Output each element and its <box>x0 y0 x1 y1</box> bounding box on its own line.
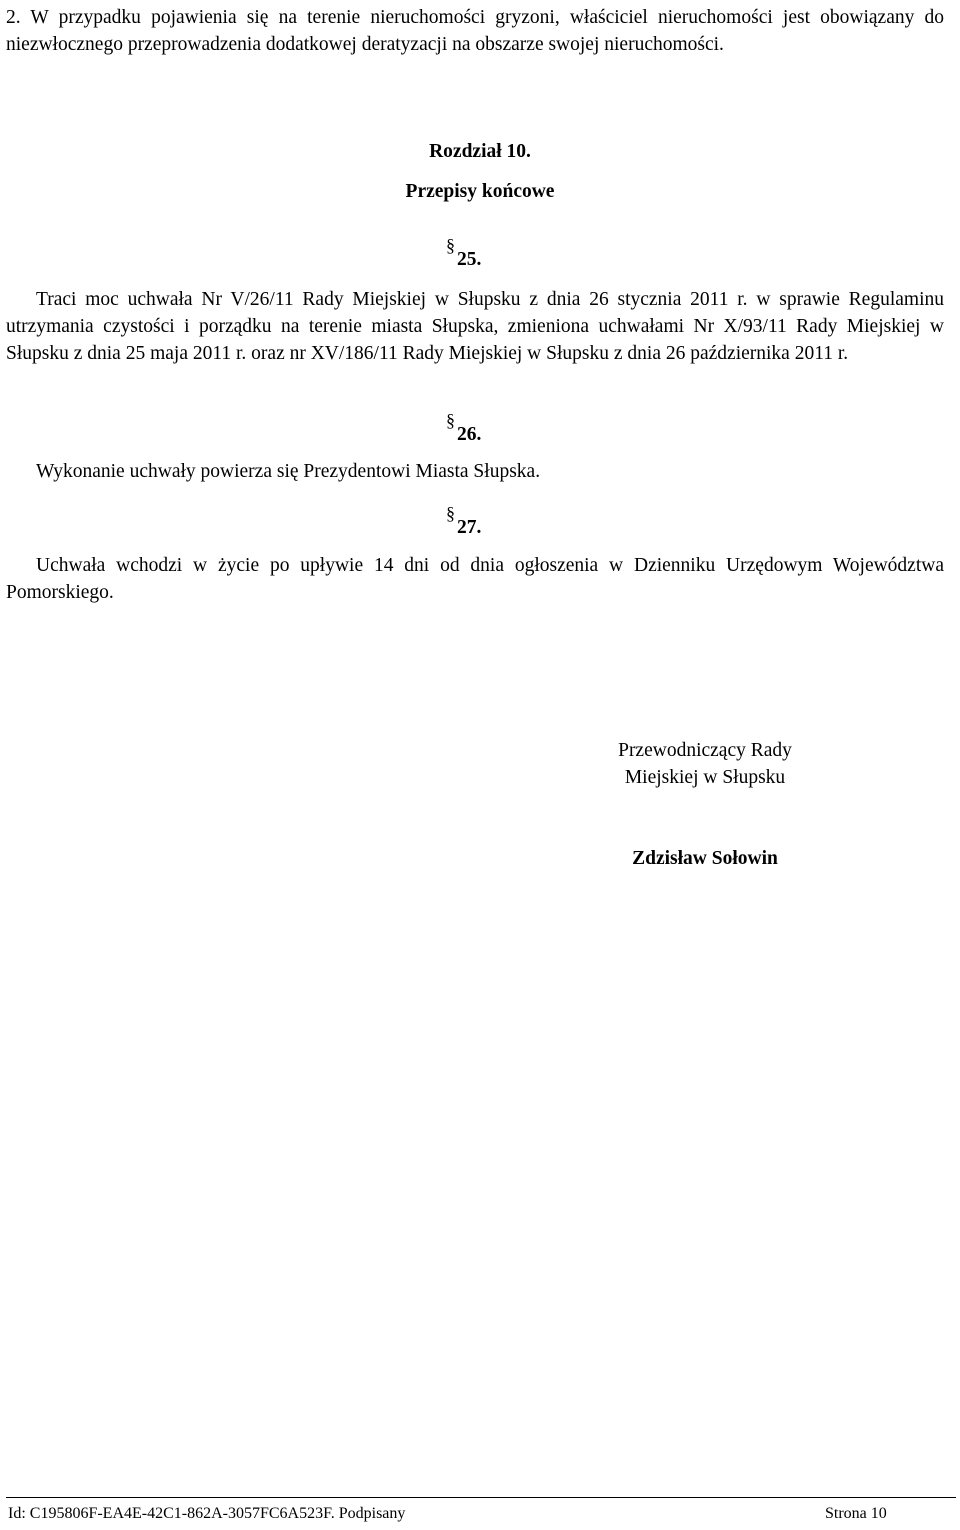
section-26-number: 26. <box>457 424 482 445</box>
signature-role-line2: Miejskiej w Słupsku <box>624 767 786 788</box>
signature-role <box>560 737 850 791</box>
footer-id: Id: C195806F-EA4E-42C1-862A-3057FC6A523F. Podpisany <box>8 1505 406 1522</box>
signature-role-line1: Przewodniczący Rady <box>618 740 792 761</box>
chapter-title: Przepisy końcowe <box>405 181 555 202</box>
section-mark-26: § <box>446 410 455 430</box>
section-27-heading <box>446 503 482 541</box>
section-26-heading <box>446 410 482 448</box>
footer-divider <box>6 1497 956 1498</box>
section-25-heading <box>446 235 482 273</box>
section-27-text: Uchwała wchodzi w życie po upływie 14 dni od dnia ogłoszenia w Dzienniku Urzędowym Województwa Pomorskiego. <box>6 555 944 603</box>
section-25-number: 25. <box>457 249 482 270</box>
chapter-number: Rozdział 10. <box>429 141 531 162</box>
paragraph-2: 2. W przypadku pojawienia się na terenie nieruchomości gryzoni, właściciel nieruchomości jest obowiązany do niezwłocznego przeprowadzenia dodatkowej deratyzacji na obszarze swojej nieruchomości. <box>6 7 944 55</box>
section-27-number: 27. <box>457 517 482 538</box>
section-mark-25: § <box>446 235 455 255</box>
section-26-text: Wykonanie uchwały powierza się Prezydentowi Miasta Słupska. <box>36 461 541 482</box>
section-mark-27: § <box>446 503 455 523</box>
section-25-text: Traci moc uchwała Nr V/26/11 Rady Miejskiej w Słupsku z dnia 26 stycznia 2011 r. w sprawie Regulaminu utrzymania czystości i porządku na terenie miasta Słupska, zmieniona uchwałami Nr X/93/11 Rady Miejskiej w Słupsku z dnia 25 maja 2011 r. oraz nr XV/186/11 Rady Miejskiej w Słupsku z dnia 26 października 2011 r. <box>6 289 944 364</box>
signature-name: Zdzisław Sołowin <box>632 848 778 869</box>
footer-page-number: Strona 10 <box>825 1505 887 1522</box>
